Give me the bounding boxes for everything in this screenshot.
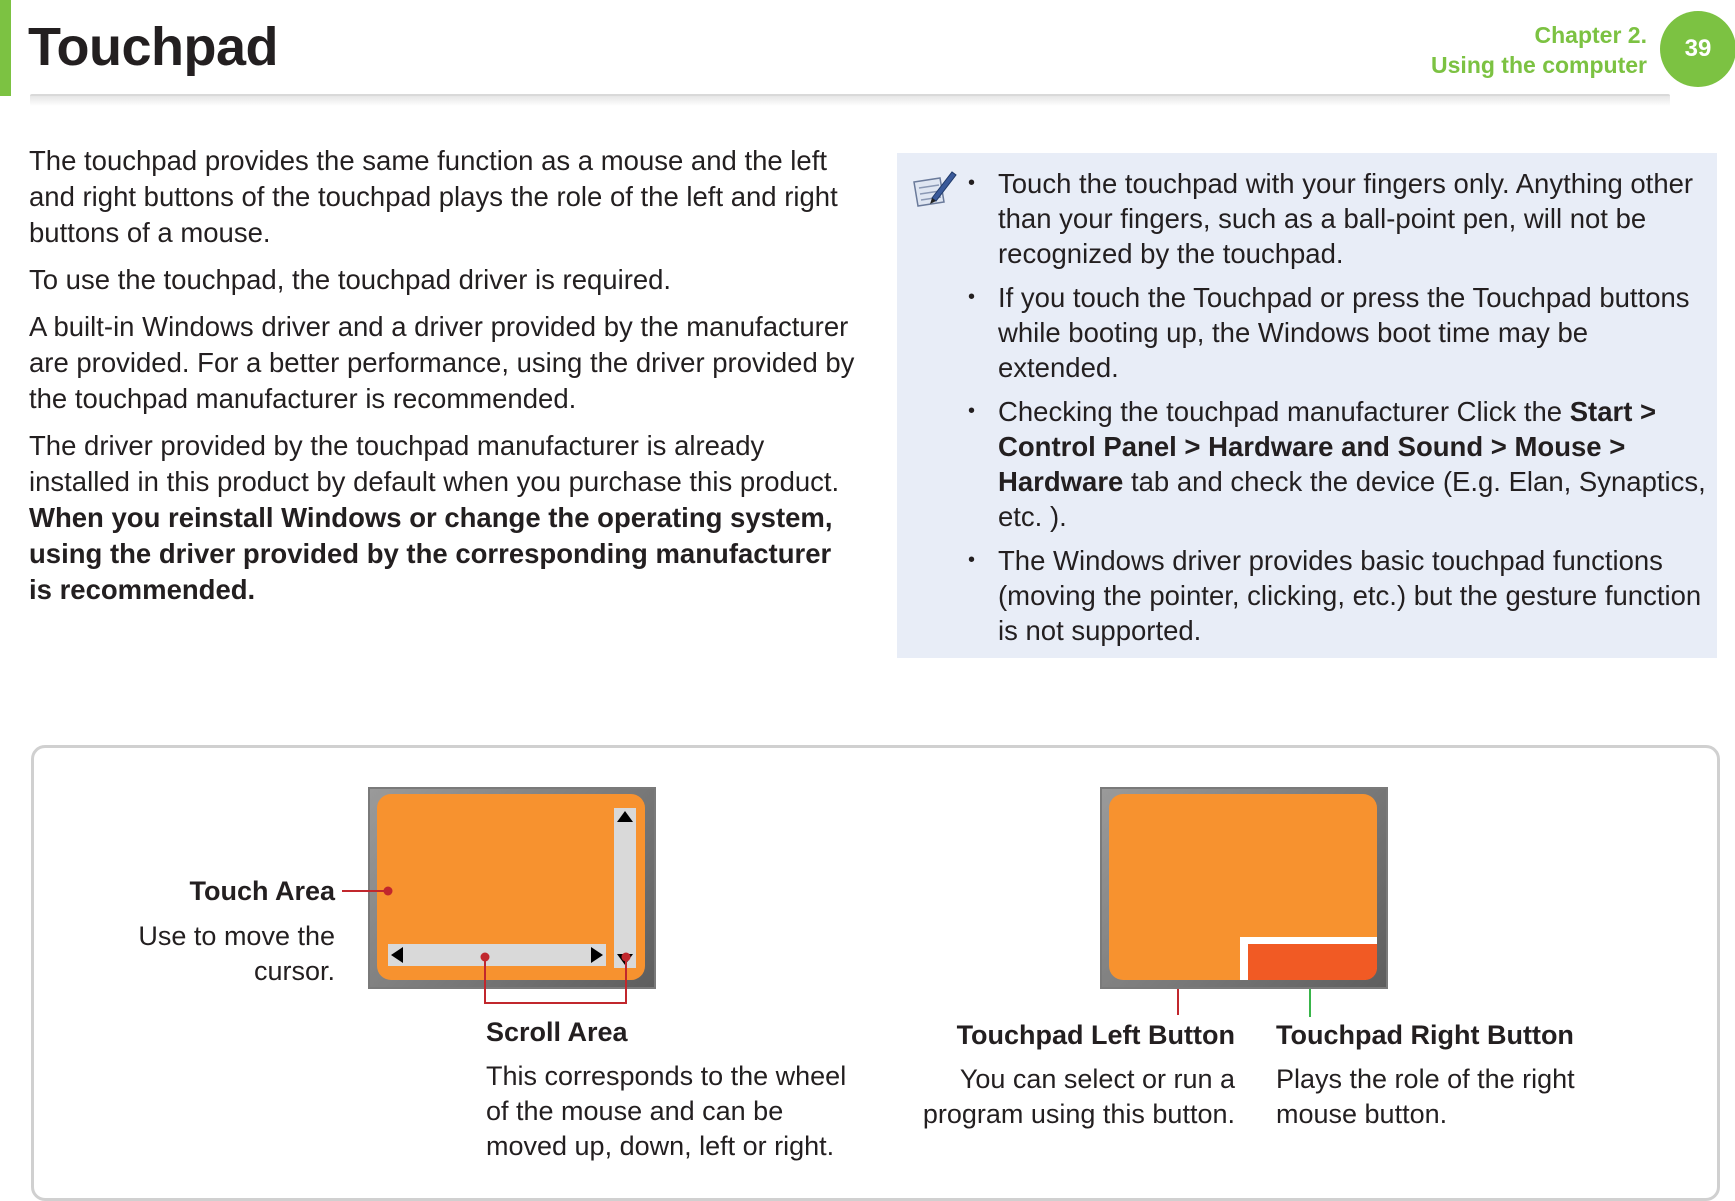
page-title: Touchpad [28,17,278,77]
menu-path-start: Start [1569,396,1633,427]
note-text-gesture: The Windows driver provides basic touchpad functions (moving the pointer, clicking, etc.) but the gesture function is not supported. [998,545,1702,646]
touch-area-description: Use to move the cursor. [138,921,335,986]
menu-path-separator: > [1601,431,1626,462]
note-text-booting: If you touch the Touchpad or press the Touchpad buttons while booting up, the Windows boot time may be extended. [998,282,1690,383]
note-text-fingers: Touch the touchpad with your fingers only. Anything other than your fingers, such as a ball-point pen, will not be recognized by the touchpad. [998,168,1694,269]
note-text-check-b: tab and check the device (E.g. Elan, Synaptics, etc. ). [998,466,1706,532]
menu-path-mouse: Mouse [1514,431,1602,462]
chapter-subtitle: Using the computer [1431,52,1647,78]
menu-path-hardware-sound: Hardware and Sound [1208,431,1484,462]
touch-area-title: Touch Area [189,876,335,906]
bullet: • [968,400,976,422]
right-button-title: Touchpad Right Button [1276,1020,1574,1050]
bullet: • [968,172,976,194]
right-button-zone [1248,944,1377,980]
bullet: • [968,286,976,308]
scroll-up-arrow-icon [617,811,633,822]
left-button-description: You can select or run a program using this button. [922,1064,1235,1129]
scroll-area-description: This corresponds to the wheel of the mouse and can be moved up, down, left or right. [486,1061,847,1161]
paragraph-driver-options: A built-in Windows driver and a driver provided by the manufacturer are provided. For a better performance, using the driver provided by the touchpad manufacturer is recommended. [29,311,855,414]
menu-path-separator: > [1176,431,1209,462]
paragraph-driver-required: To use the touchpad, the touchpad driver is required. [29,264,672,295]
menu-path-hardware: Hardware [998,466,1124,497]
touch-area-marker [384,887,393,896]
menu-path-control-panel: Control Panel [998,431,1177,462]
scroll-right-arrow-icon [591,947,603,963]
scroll-area-title: Scroll Area [486,1017,628,1047]
scroll-area-marker-horizontal [481,953,490,962]
paragraph-driver-installed-text: The driver provided by the touchpad manufacturer is already installed in this product by default when you purchase this product. [29,430,840,497]
menu-path-separator: > [1483,431,1515,462]
note-text-check-a: Checking the touchpad manufacturer Click the [998,396,1570,427]
paragraph-reinstall-warning: When you reinstall Windows or change the operating system, using the driver provided by the corresponding manufacturer is recommended. [29,502,833,605]
scroll-area-marker-vertical [622,953,631,962]
page-number-badge: 39 [1660,11,1735,87]
scroll-left-arrow-icon [391,947,403,963]
bullet: • [968,549,976,571]
menu-path-separator: > [1632,396,1657,427]
left-button-title: Touchpad Left Button [956,1020,1235,1050]
right-button-description: Plays the role of the right mouse button. [1276,1064,1575,1129]
paragraph-intro: The touchpad provides the same function as a mouse and the left and right buttons of the touchpad plays the role of the left and right buttons of a mouse. [29,145,838,248]
scroll-area-leader [485,957,626,1003]
chapter-label: Chapter 2. [1534,22,1647,48]
